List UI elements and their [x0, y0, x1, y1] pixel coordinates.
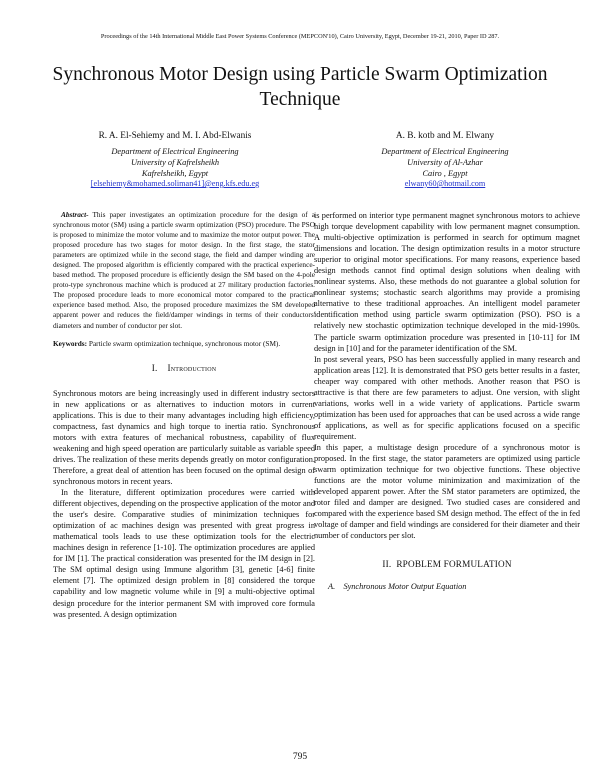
paragraph: In the literature, different optimization procedures were carried with different objectives, depending on the prospective application of the motor and the user's desire. Comparative studies of minimization techniques for optimization of ac machines design was presented with great progress in mathematical tools leads to use these optimization tools for the electric machines design in reference [1-10]. The optimization procedures are applied for IM [1]. The practical consideration was presented for the IM design in [2]. The SM optimal design using Immune algorithm [3], genetic [4-6] finite element [7]. The optimized design problem in [8] considered the torque capability and low magnetic volume while in [9] a multi-objective optimal design procedure for the interior permanent SM with improved core formula was presented. A design optimization [53, 488, 315, 619]
section-number: I. [151, 362, 158, 373]
author-names: A. B. kotb and M. Elwany [395, 131, 495, 141]
right-column [314, 210, 580, 593]
author-names: R. A. El-Sehiemy and M. I. Abd-Elwanis [98, 131, 252, 141]
author-department: Department of Electrical Engineering [111, 147, 239, 156]
section-heading-problem-formulation [314, 559, 580, 570]
author-email-link[interactable]: [elsehiemy&mohamed.soliman41]@eng.kfs.edu.eg [90, 179, 260, 188]
author-city: Cairo , Egypt [422, 169, 468, 178]
author-block-right [330, 131, 560, 188]
paragraph: Synchronous motors are being increasingly used in different industry sectors in new applications or as alternatives to induction motors in current applications. This is due to their many advantages including high efficiency, compactness, fast dynamics and high torque to inertia ratio. Synchronous motors with extra features of mechanical robustness, capability of flux weakening and high speed operation are particularly suitable as variable speed drives. The realization of these merits depends greatly on motor configuration. Therefore, a great deal of attention has been focused on the optimal design of synchronous motors in recent years. [53, 388, 315, 486]
author-city: Kafrelsheikh, Egypt [141, 169, 209, 178]
author-university: University of Kafrelsheikh [130, 158, 220, 167]
section-title: Introduction [167, 362, 217, 373]
section-title: RPOBLEM FORMULATION [396, 559, 512, 570]
left-column [53, 210, 315, 620]
keywords [53, 339, 315, 349]
section-heading-introduction [53, 363, 315, 374]
keywords-label: Keywords: [53, 338, 88, 348]
author-block-left [60, 131, 290, 188]
paragraph: In post several years, PSO has been successfully applied in many research and application areas [12]. It is demonstrated that PSO gets better results in a faster, cheaper way compared with other methods. Another reason that PSO is attractive is that there are few parameters to adjust. One version, with slight variations, works well in a wide variety of applications. Particle swarm optimization has been used for approaches that can be used across a wide range of applications, as well as for specific applications focused on a specific requirement. [314, 354, 580, 441]
conference-header: Proceedings of the 14th International Middle East Power Systems Conference (MEPCON'10), Cairo University, Egypt, December 19-21, 2010, Paper ID 287. [100, 33, 500, 40]
abstract-text: This paper investigates an optimization procedure for the design of a synchronous motor (SM) using a particle swarm optimization (PSO) procedure. The PSO is proposed to minimize the motor volume and to maximize the motor output power. The proposed procedure has two stages for motor design. In the first stage, the stator parameters are optimized while in the second stage, the field and damper winding are designed. The proposed algorithm is efficiently compared with the practical experience-based method. The proposed procedure is efficiently design the SM based on the 4-pole proto-type synchronous machine which is produced at 27 military production factories. The proposed procedure leads to more economical motor compared to the practical experience based method. Also, the proposed procedure maximizes the SM developed apparent power and reduces the field/damper windings in terms of their conductors' diameters and number of conductor per slot. [53, 210, 315, 330]
author-department: Department of Electrical Engineering [381, 147, 509, 156]
paragraph: is performed on interior type permanent magnet synchronous motors to achieve high torque development capability with low permanent magnet consumption. A multi-objective optimization is performed in search for optimum magnet dimensions and location. The design optimization results in a motor structure superior to original motor specifications. For many reasons, experience based design methods cannot find optimal design solutions when dealing with nonlinear systems. Also, these methods do not guarantee a global solution for nonlinear systems; stochastic search algorithms may provide a promising alternative to these traditional approaches. An intelligent model parameter identification method using particle swarm optimization (PSO). PSO is a relatively new stochastic optimization technique developed in the mid-1990s. The particle swarm optimization procedure was presented in [10-11] for IM design in [10] and for the parameter identification of the SM. [314, 211, 580, 353]
subsection-heading [328, 581, 580, 592]
abstract [53, 210, 315, 331]
author-email-link[interactable]: elwany60@hotmail.com [404, 179, 486, 188]
paper-title: Synchronous Motor Design using Particle Swarm Optimization Technique [52, 64, 548, 110]
section-number: II. [382, 559, 392, 570]
abstract-label: Abstract- [61, 210, 89, 219]
subsection-number: A. [328, 582, 336, 592]
author-university: University of Al-Azhar [407, 158, 483, 167]
keywords-text: Particle swarm optimization technique, synchronous motor (SM). [87, 338, 281, 348]
paragraph: In this paper, a multistage design procedure of a synchronous motor is proposed. In the first stage, the stator parameters are optimized using particle swarm optimization technique for two objective functions. These objective functions are the motor volume minimization and maximization of the developed apparent power. After the SM stator parameters are optimized, the rotor filed and damper are designed. Two studied cases are considered and compared with the experience based SM design method. The effect of the in fed voltage of damper and field windings are considered for their diameter and their number of conductors per slot. [314, 442, 580, 541]
page-number: 795 [292, 752, 308, 762]
subsection-title: Synchronous Motor Output Equation [343, 582, 467, 592]
